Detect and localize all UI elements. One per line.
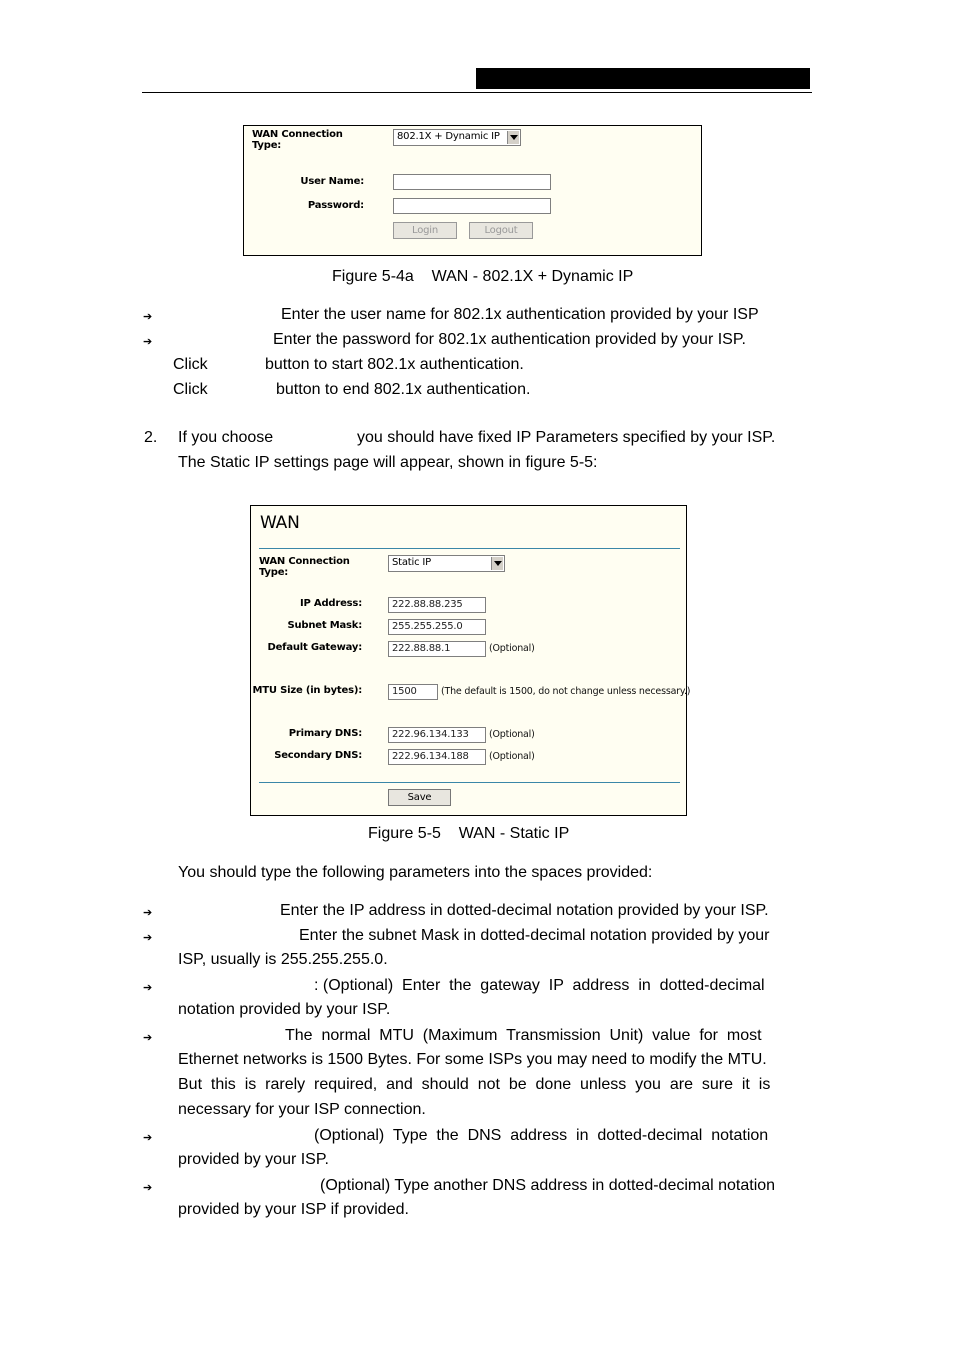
subnet-mask-label: Subnet Mask: [287,620,362,631]
wan-type-select-value: 802.1X + Dynamic IP [397,131,500,142]
click-login-prefix: Click [173,356,208,373]
ip-address-input[interactable]: 222.88.88.235 [388,597,486,613]
secondary-dns-optional-note: (Optional) [489,751,535,762]
list-item-password: Enter the password for 802.1x authentication provided by your ISP. [273,331,746,348]
logout-button[interactable]: Logout [469,222,533,239]
footer-separator [259,782,680,783]
username-input[interactable] [393,174,551,190]
bullet-icon: ➔ [143,907,153,919]
bullet-icon: ➔ [143,311,153,323]
param-dns2-text-1: (Optional) Type another DNS address in dotted-decimal notation [320,1177,776,1194]
mtu-input[interactable]: 1500 [388,684,438,700]
param-mtu-text-2: Ethernet networks is 1500 Bytes. For some ISPs you may need to modify the MTU. [178,1051,767,1068]
default-gateway-input[interactable]: 222.88.88.1 [388,641,486,657]
param-dns1-text-2: provided by your ISP. [178,1151,329,1168]
bullet-icon: ➔ [143,932,153,944]
username-label: User Name: [300,176,364,187]
header-bar [476,68,810,89]
step-text-b: you should have fixed IP Parameters specified by your ISP. [357,429,776,446]
list-item-username: Enter the user name for 802.1x authentication provided by your ISP [281,306,759,323]
param-mask-text-1: Enter the subnet Mask in dotted-decimal notation provided by your [299,927,770,944]
bullet-icon: ➔ [143,982,153,994]
title-separator [259,548,680,549]
default-gateway-label: Default Gateway: [267,642,362,653]
login-button[interactable]: Login [393,222,457,239]
params-intro: You should type the following parameters into the spaces provided: [178,864,653,881]
mtu-default-note: (The default is 1500, do not change unless necessary.) [441,686,691,697]
chevron-down-icon[interactable] [507,131,519,144]
bullet-icon: ➔ [143,1182,153,1194]
mtu-label: MTU Size (in bytes): [252,685,362,696]
ip-address-label: IP Address: [299,598,362,609]
param-gateway-text-1: : (Optional) Enter the gateway IP address in dotted-decimal [314,977,765,994]
figure-4a-caption: Figure 5-4a WAN - 802.1X + Dynamic IP [332,268,634,285]
password-input[interactable] [393,198,551,214]
figure-5-screenshot [250,505,691,816]
wan-type-label: WAN Connection Type: [259,556,350,578]
save-button[interactable]: Save [388,789,451,806]
secondary-dns-input[interactable]: 222.96.134.188 [388,749,486,765]
param-ip-text: Enter the IP address in dotted-decimal notation provided by your ISP. [280,902,769,919]
wan-type-select-value: Static IP [392,557,431,568]
step-text-line2: The Static IP settings page will appear, shown in figure 5-5: [178,454,598,471]
header-rule [142,92,812,93]
secondary-dns-label: Secondary DNS: [274,750,362,761]
figure-4a-screenshot [243,125,702,256]
primary-dns-input[interactable]: 222.96.134.133 [388,727,486,743]
wan-type-select[interactable] [388,555,505,572]
wan-type-select[interactable] [393,129,521,146]
bullet-icon: ➔ [143,336,153,348]
password-label: Password: [307,200,364,211]
bullet-icon: ➔ [143,1132,153,1144]
param-mtu-text-4: necessary for your ISP connection. [178,1101,426,1118]
param-mtu-text-1: The normal MTU (Maximum Transmission Unit) value for most [285,1027,762,1044]
gateway-optional-note: (Optional) [489,643,535,654]
step-number: 2. [144,429,158,446]
primary-dns-label: Primary DNS: [288,728,362,739]
subnet-mask-input[interactable]: 255.255.255.0 [388,619,486,635]
param-mtu-text-3: But this is rarely required, and should not be done unless you are sure it is [178,1076,771,1093]
step-text-a: If you choose [178,429,274,446]
figure-5-caption: Figure 5-5 WAN - Static IP [368,825,570,842]
click-login-text: button to start 802.1x authentication. [265,356,524,373]
click-logout-text: button to end 802.1x authentication. [276,381,531,398]
chevron-down-icon[interactable] [491,557,503,570]
param-dns2-text-2: provided by your ISP if provided. [178,1201,409,1218]
wan-type-label: WAN Connection Type: [252,129,343,151]
click-logout-prefix: Click [173,381,208,398]
param-mask-text-2: ISP, usually is 255.255.255.0. [178,951,388,968]
bullet-icon: ➔ [143,1032,153,1044]
param-gateway-text-2: notation provided by your ISP. [178,1001,391,1018]
primary-dns-optional-note: (Optional) [489,729,535,740]
param-dns1-text-1: (Optional) Type the DNS address in dotted-decimal notation [314,1127,769,1144]
wan-page-title: WAN [260,513,300,533]
